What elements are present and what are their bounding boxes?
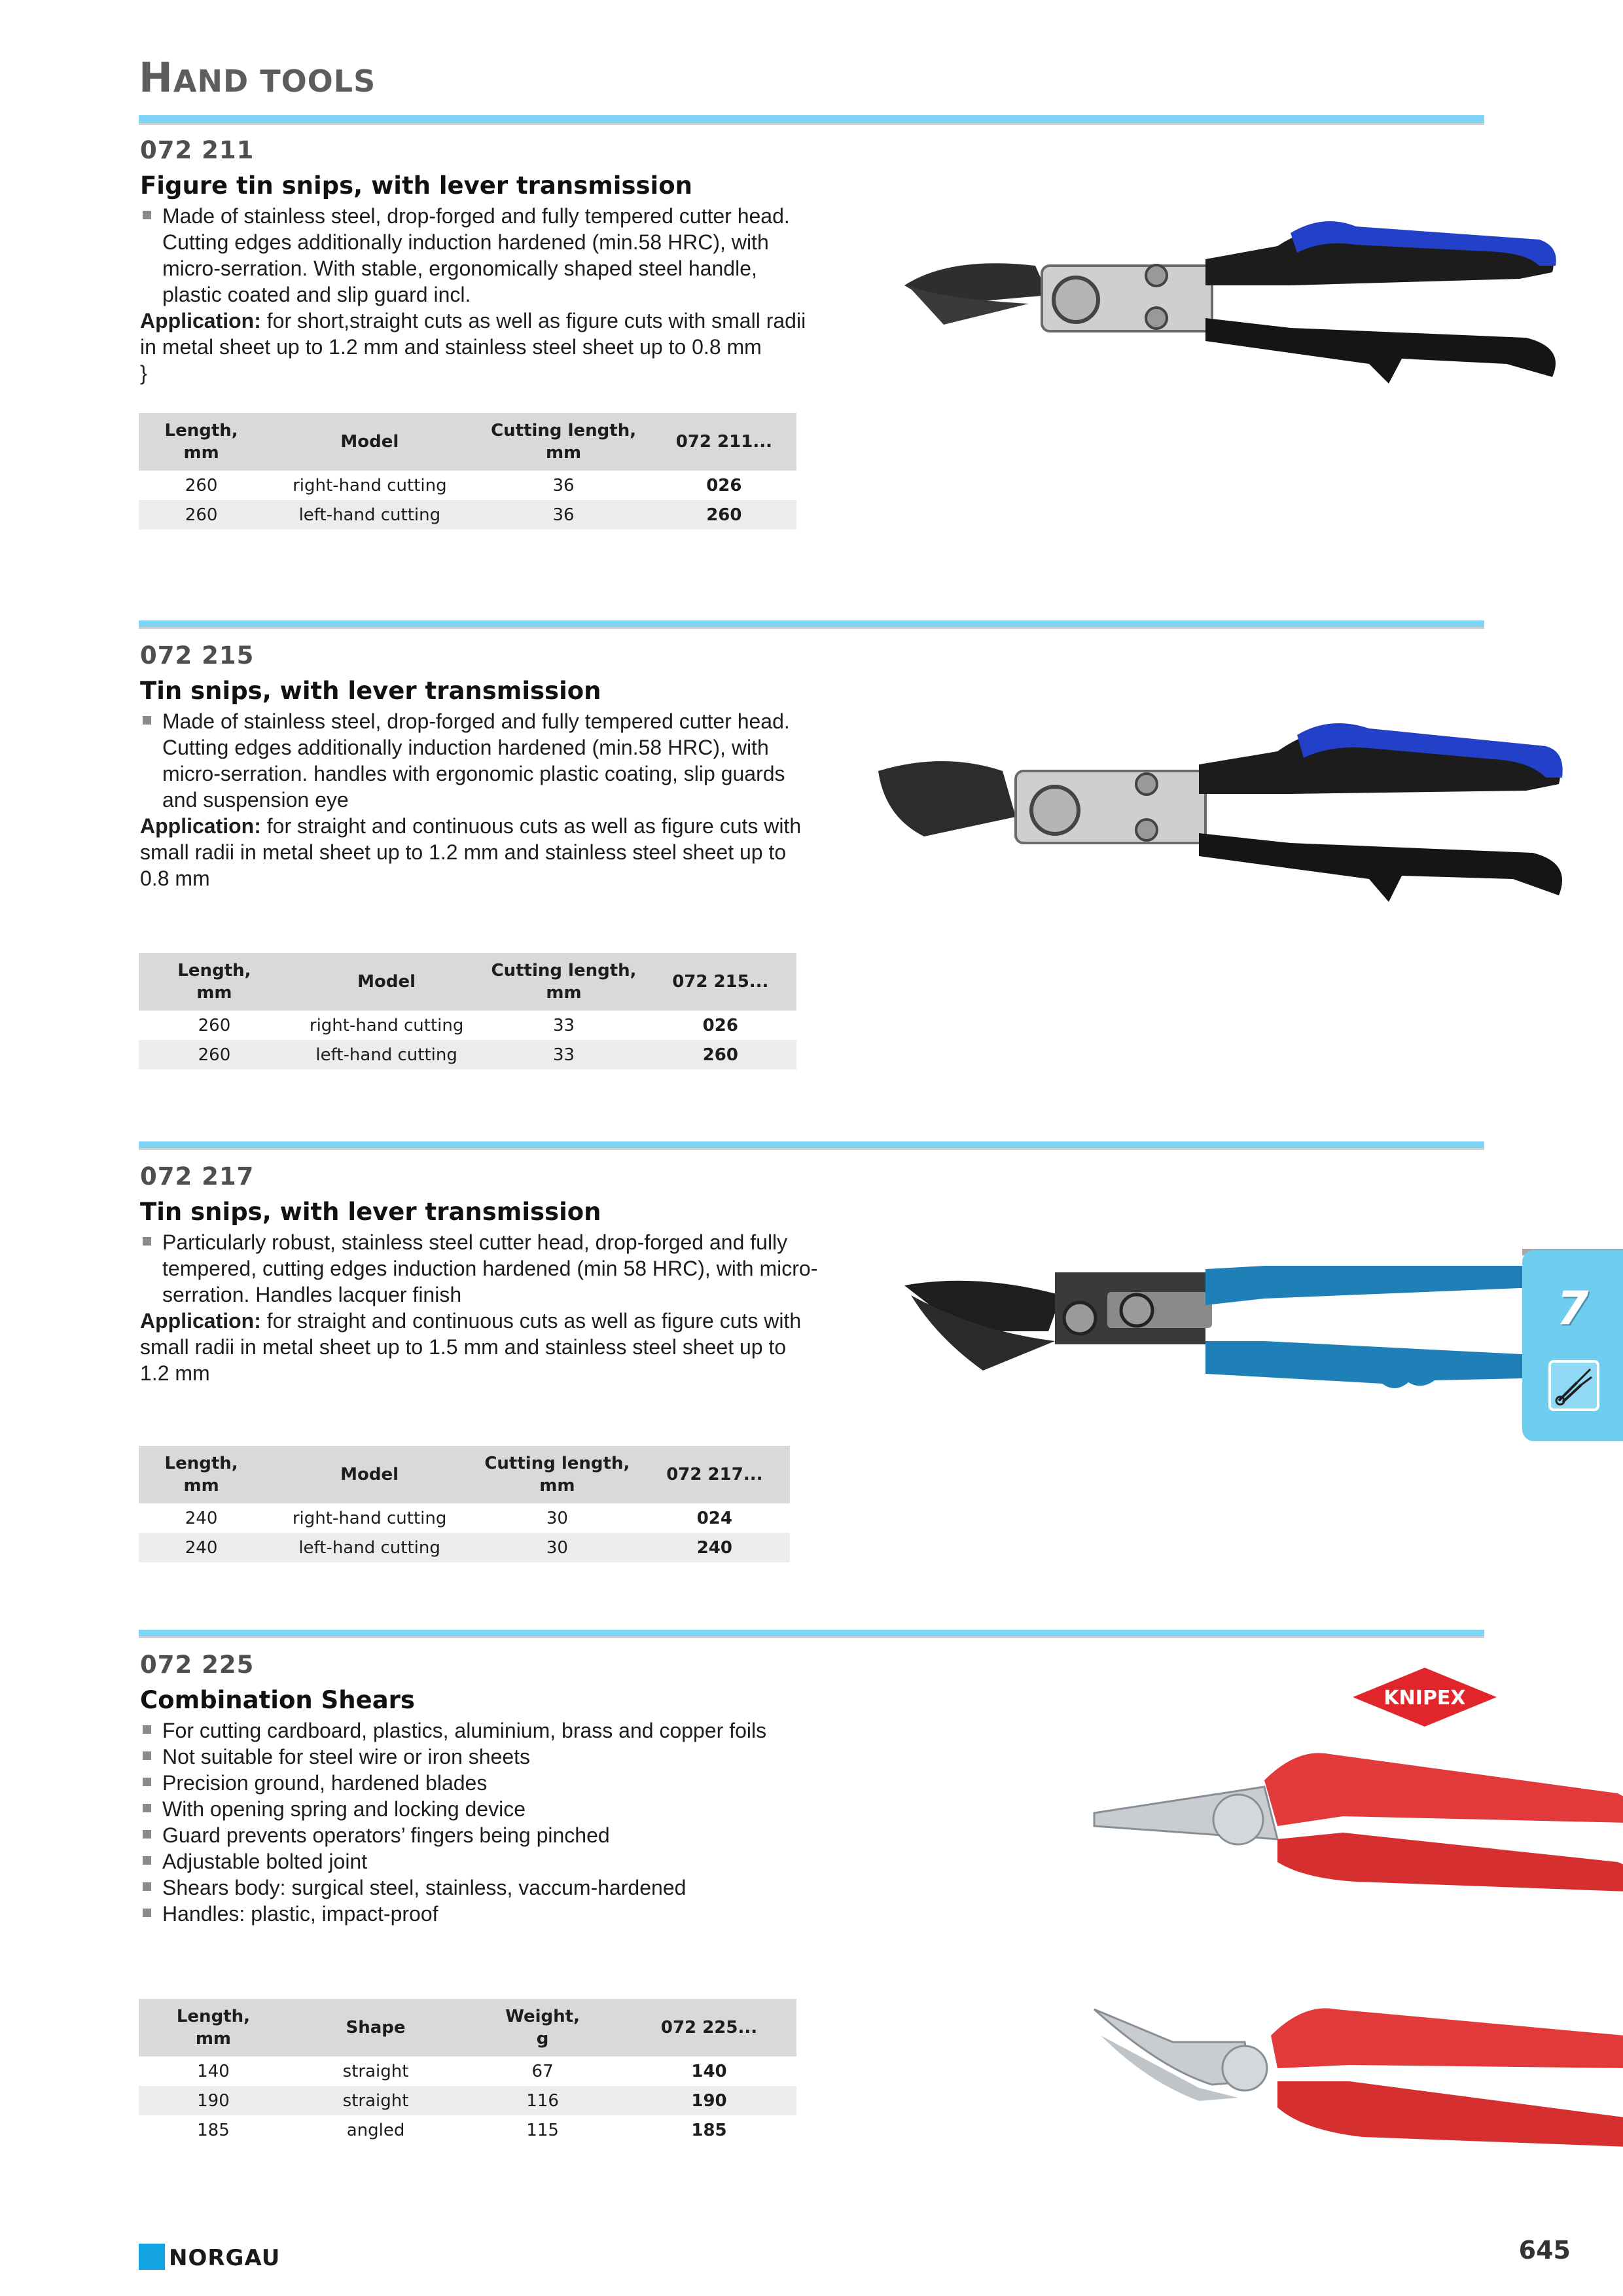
cell-weight: 115 [526,2120,559,2140]
table-row [139,500,796,529]
spec-table [139,413,796,529]
product-title: Tin snips, with lever transmission [140,1198,601,1226]
product-section-072-217 [139,1141,1484,1587]
cell-model: right-hand cutting [309,1015,464,1035]
table-header-row [139,1446,790,1503]
product-code: 072 211 [140,136,255,164]
cell-model: right-hand cutting [292,1508,447,1528]
table-row [139,2086,796,2115]
cell-length: 190 [139,2086,288,2115]
cell-cutting-length: 36 [552,475,575,495]
application-text [140,308,821,360]
cell-model: left-hand cutting [290,1040,484,1069]
col-article: 072 211... [652,413,796,471]
bullet-item: Made of stainless steel, drop-forged and fully tempered cutter head. Cutting edges additionally induction hardened (min.58 HRC), with micro-serration. handles with ergonomic plastic coating, slip guards and suspension eye [140,708,821,813]
bullet-item: Precision ground, hardened blades [140,1770,821,1796]
cell-article: 185 [691,2120,727,2140]
cell-shape: straight [342,2061,409,2081]
col-article: 072 215... [645,953,796,1011]
cell-article: 026 [706,475,742,495]
footer-brand: NORGAU [169,2245,281,2271]
table-header-row [139,1999,796,2056]
table-row [139,2056,796,2086]
product-section-072-225 [139,1630,1484,2206]
page-number: 645 [1518,2236,1571,2265]
cell-article: 240 [639,1533,790,1562]
application-label: Application: [140,1309,261,1333]
spec-table [139,1999,796,2145]
bullet-item: Handles: plastic, impact-proof [140,1901,821,1927]
chapter-tab[interactable] [1522,1250,1623,1441]
cell-length: 260 [139,1040,290,1069]
product-description: Made of stainless steel, drop-forged and fully tempered cutter head. Cutting edges additionally induction hardened (min.58 HRC), with micro-serration. With stable, ergonomically shaped steel handle, plastic coated and slip guard incl. Application: for short,straight cuts as well as figure cuts with small radii in metal sheet up to 1.2 mm and stainless steel sheet up to 0.8 mm } [140,203,821,386]
cell-cutting-length: 36 [475,500,651,529]
combination-shears-angled-image [1081,1983,1623,2179]
application-body: for short,straight cuts as well as figure cuts with small radii in metal sheet up to 1.2 mm and stainless steel sheet up to 0.8 mm [140,309,806,359]
cell-shape: straight [288,2086,463,2115]
cell-cutting-length: 33 [552,1015,575,1035]
bullet-item: Particularly robust, stainless steel cutter head, drop-forged and fully tempered, cutting edges induction hardened (min 58 HRC), with micro-serration. Handles lacquer finish [140,1229,821,1308]
col-weight: Weight, g [463,1999,622,2056]
section-rule [139,1630,1484,1638]
cell-weight: 116 [463,2086,622,2115]
product-code: 072 215 [140,641,255,670]
cell-length: 240 [185,1508,218,1528]
cell-article: 140 [691,2061,727,2081]
table-row [139,1040,796,1069]
application-body: for straight and continuous cuts as well as figure cuts with small radii in metal sheet up to 1.5 mm and stainless steel sheet up to 1.2 mm [140,1309,802,1385]
bullet-item: Guard prevents operators’ fingers being pinched [140,1822,821,1848]
col-length: Length, mm [139,1446,264,1503]
cell-length: 140 [197,2061,230,2081]
table-row [139,1533,790,1562]
cell-article: 190 [622,2086,796,2115]
col-cutting-length: Cutting length, mm [475,1446,639,1503]
application-text [140,1308,821,1386]
shears-icon [1548,1360,1599,1411]
product-title: Tin snips, with lever transmission [140,677,601,705]
tin-snips-blue-image [872,686,1623,922]
product-code: 072 225 [140,1651,255,1679]
col-cutting-length: Cutting length, mm [475,413,651,471]
col-shape: Shape [288,1999,463,2056]
cell-article: 260 [645,1040,796,1069]
section-rule [139,620,1484,629]
cell-cutting-length: 33 [483,1040,644,1069]
cell-article: 260 [652,500,796,529]
application-body: for straight and continuous cuts as well as figure cuts with small radii in metal sheet up to 1.2 mm and stainless steel sheet up to 0.8 mm [140,814,802,890]
figure-tin-snips-image [898,187,1623,397]
cell-weight: 67 [531,2061,554,2081]
product-title: Combination Shears [140,1686,415,1714]
cell-length: 260 [185,475,218,495]
cell-cutting-length: 30 [546,1508,568,1528]
chapter-number: 7 [1556,1282,1589,1335]
product-description [140,708,821,891]
col-length: Length, mm [139,1999,288,2056]
product-code: 072 217 [140,1162,255,1191]
norgau-logo-mark [139,2244,165,2270]
bullet-item: Made of stainless steel, drop-forged and fully tempered cutter head. Cutting edges additionally induction hardened (min.58 HRC), with micro-serration. With stable, ergonomically shaped steel handle, plastic coated and slip guard incl. [140,203,821,308]
table-header-row [139,953,796,1011]
page-title [139,54,376,101]
page-title-initial: H [139,54,173,101]
tin-snips-blue-lacquer-image [898,1233,1618,1416]
table-row [139,471,796,500]
combination-shears-straight-image [1081,1741,1623,1931]
bullet-item: Adjustable bolted joint [140,1848,821,1874]
cell-length: 260 [198,1015,231,1035]
page-title-rest: AND TOOLS [173,63,376,99]
bullet-item: With opening spring and locking device [140,1796,821,1822]
table-row [139,1503,790,1533]
cell-length: 185 [197,2120,230,2140]
table-header-row [139,413,796,471]
bullet-item: Shears body: surgical steel, stainless, vaccum-hardened [140,1874,821,1901]
table-row [139,1011,796,1040]
col-model: Model [290,953,484,1011]
cell-cutting-length: 30 [475,1533,639,1562]
application-label: Application: [140,309,261,332]
col-length: Length, mm [139,413,264,471]
knipex-logo-text: KNIPEX [1383,1687,1466,1710]
col-article: 072 217... [639,1446,790,1503]
col-cutting-length: Cutting length, mm [483,953,644,1011]
cell-model: right-hand cutting [293,475,447,495]
section-rule [139,1141,1484,1150]
application-text [140,813,821,891]
product-description [140,1229,821,1386]
cell-model: left-hand cutting [264,1533,475,1562]
cell-article: 024 [696,1508,732,1528]
product-section-072-211 [139,115,1484,547]
cell-article: 026 [702,1015,738,1035]
product-description [140,1717,821,1927]
application-label: Application: [140,814,261,838]
product-section-072-215 [139,620,1484,1079]
cell-shape: angled [346,2120,405,2140]
spec-table [139,953,796,1069]
spec-table [139,1446,790,1562]
col-model: Model [264,1446,475,1503]
col-article: 072 225... [622,1999,796,2056]
product-title: Figure tin snips, with lever transmission [140,171,692,200]
col-model: Model [264,413,475,471]
table-row [139,2115,796,2145]
col-length: Length, mm [139,953,290,1011]
bullet-item: Not suitable for steel wire or iron sheets [140,1744,821,1770]
bullet-item: For cutting cardboard, plastics, aluminium, brass and copper foils [140,1717,821,1744]
cell-length: 260 [139,500,264,529]
knipex-logo [1346,1661,1503,1733]
cell-length: 240 [139,1533,264,1562]
cell-model: left-hand cutting [264,500,475,529]
